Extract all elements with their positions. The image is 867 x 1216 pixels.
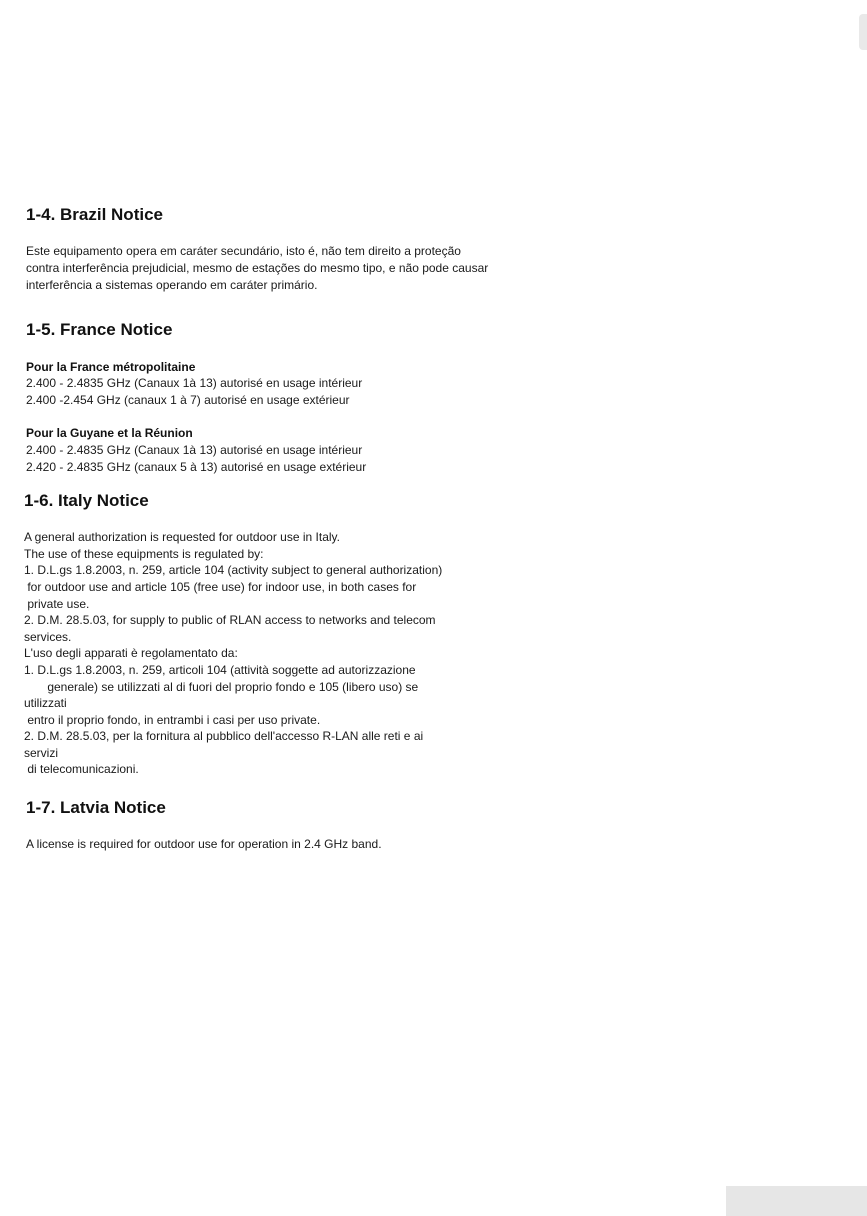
italy-notice-line: 2. D.M. 28.5.03, per la fornitura al pubblico dell'accesso R-LAN alle reti e ai <box>24 729 424 743</box>
italy-notice-line: The use of these equipments is regulated by: <box>24 547 264 561</box>
italy-notice-line: private use. <box>24 597 90 611</box>
italy-notice-line: di telecomunicazioni. <box>24 762 139 776</box>
france-guyane-line: 2.420 - 2.4835 GHz (canaux 5 à 13) autorisé en usage extérieur <box>26 460 367 474</box>
france-guyane-line: 2.400 - 2.4835 GHz (Canaux 1à 13) autorisé en usage intérieur <box>26 443 363 457</box>
brazil-notice-line: interferência a sistemas operando em caráter primário. <box>26 278 318 292</box>
brazil-notice-line: Este equipamento opera em caráter secundário, isto é, não tem direito a proteção <box>26 244 461 258</box>
france-metro-line: 2.400 - 2.4835 GHz (Canaux 1à 13) autorisé en usage intérieur <box>26 376 363 390</box>
italy-notice-line: services. <box>24 630 72 644</box>
italy-notice-line: L'uso degli apparati è regolamentato da: <box>24 646 238 660</box>
france-metro-subheading: Pour la France métropolitaine <box>26 360 196 374</box>
italy-notice-line: generale) se utilizzati al di fuori del proprio fondo e 105 (libero uso) se <box>24 680 419 694</box>
brazil-notice-heading: 1-4. Brazil Notice <box>26 205 163 224</box>
latvia-notice-line: A license is required for outdoor use for operation in 2.4 GHz band. <box>26 837 382 851</box>
italy-notice-line: servizi <box>24 746 59 760</box>
italy-notice-line: entro il proprio fondo, in entrambi i casi per uso private. <box>24 713 321 727</box>
france-metro-line: 2.400 -2.454 GHz (canaux 1 à 7) autorisé en usage extérieur <box>26 393 350 407</box>
italy-notice-line: A general authorization is requested for outdoor use in Italy. <box>24 530 340 544</box>
page-edge-mark <box>859 14 867 50</box>
italy-notice-heading: 1-6. Italy Notice <box>24 491 149 510</box>
italy-notice-line: 1. D.L.gs 1.8.2003, n. 259, articoli 104 (attività soggette ad autorizzazione <box>24 663 416 677</box>
page-footer-tab <box>726 1186 867 1216</box>
latvia-notice-heading: 1-7. Latvia Notice <box>26 798 166 817</box>
italy-notice-line: utilizzati <box>24 696 67 710</box>
brazil-notice-line: contra interferência prejudicial, mesmo de estações do mesmo tipo, e não pode causar <box>26 261 489 275</box>
france-notice-heading: 1-5. France Notice <box>26 320 173 339</box>
italy-notice-line: 1. D.L.gs 1.8.2003, n. 259, article 104 (activity subject to general authorization) <box>24 563 443 577</box>
france-guyane-subheading: Pour la Guyane et la Réunion <box>26 426 193 440</box>
italy-notice-line: 2. D.M. 28.5.03, for supply to public of RLAN access to networks and telecom <box>24 613 436 627</box>
italy-notice-line: for outdoor use and article 105 (free use) for indoor use, in both cases for <box>24 580 417 594</box>
